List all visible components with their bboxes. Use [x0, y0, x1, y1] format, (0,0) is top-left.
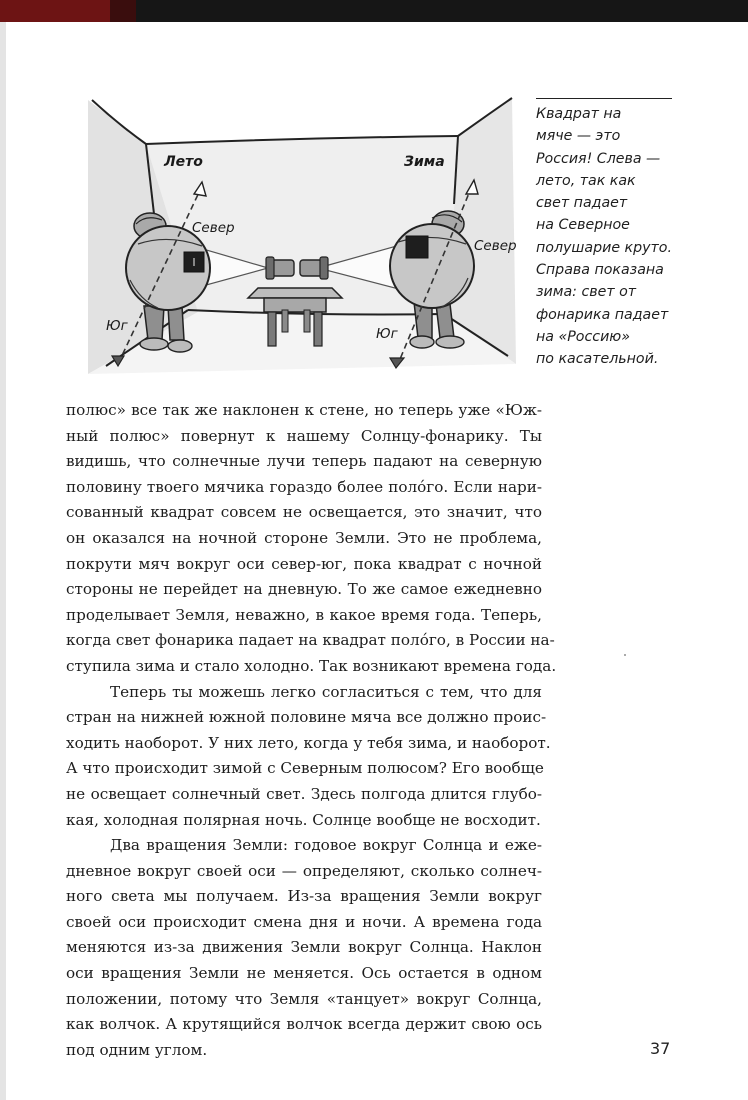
label-north-left: Север — [192, 220, 235, 236]
text-line: не освещает солнечный свет. Здесь полгода длится глубо- — [66, 784, 542, 803]
caption-line: мяче — это — [536, 128, 621, 145]
text-line: оси вращения Земли не меняется. Ось остается в одном — [66, 964, 542, 983]
caption-line: Справа показана — [536, 262, 664, 279]
seasons-illustration — [88, 94, 518, 380]
caption-line: фонарика падает — [536, 306, 669, 323]
label-south-right: Юг — [376, 326, 398, 342]
flashlight-left — [266, 257, 294, 279]
text-line: стороны не перейдет на дневную. То же самое ежедневно — [66, 580, 542, 599]
label-winter: Зима — [404, 154, 445, 170]
page-top-edge-dark-red — [110, 0, 136, 22]
text-line: ходить наоборот. У них лето, когда у тебя зима, и наоборот. — [66, 733, 551, 752]
text-line: стран на нижней южной половине мяча все должно проис- — [66, 708, 547, 727]
text-line: как волчок. А крутящийся волчок всегда держит свою ось — [66, 1015, 542, 1034]
page-top-edge — [0, 0, 748, 22]
caption-line: Россия! Слева — — [536, 150, 661, 167]
text-line: покрути мяч вокруг оси север-юг, пока квадрат с ночной — [66, 554, 542, 573]
paragraph-2 — [66, 680, 551, 834]
text-line: половину твоего мячика гораздо более поло́го. Если нари- — [66, 477, 542, 496]
caption-line: на Северное — [536, 217, 630, 234]
paragraph-3 — [66, 833, 542, 1063]
page-number: 37 — [650, 1039, 671, 1058]
text-line: Теперь ты можешь легко согласиться с тем, что для — [110, 682, 542, 701]
body-text — [66, 398, 557, 1063]
text-line: дневное вокруг своей оси — определяют, сколько солнеч- — [66, 861, 542, 880]
caption-line: по касательной. — [536, 351, 659, 368]
paragraph-1 — [66, 398, 557, 680]
text-line: своей оси происходит смена дня и ночи. А времена года — [66, 912, 542, 931]
page-left-edge — [0, 22, 6, 1100]
page-top-edge-red — [0, 0, 110, 22]
caption-line: свет падает — [536, 195, 628, 212]
text-line: А что происходит зимой с Северным полюсом? Его вообще — [66, 759, 544, 778]
caption-line: зима: свет от — [536, 284, 637, 301]
text-line: ный полюс» повернут к нашему Солнцу-фонарику. Ты — [66, 426, 542, 445]
caption-line: полушарие круто. — [536, 239, 672, 256]
text-line: положении, потому что Земля «танцует» вокруг Солнца, — [66, 989, 542, 1008]
caption-text — [536, 103, 676, 371]
text-line: полюс» все так же наклонен к стене, но теперь уже «Юж- — [66, 401, 542, 419]
text-line: кая, холодная полярная ночь. Солнце вообще не восходит. — [66, 810, 541, 829]
text-line: видишь, что солнечные лучи теперь падают на северную — [66, 452, 542, 471]
text-line: ступила зима и стало холодно. Так возникают времена года. — [66, 656, 557, 675]
paper-speck — [624, 654, 626, 656]
text-line: когда свет фонарика падает на квадрат поло́го, в России на- — [66, 631, 555, 650]
flashlight-right — [300, 257, 328, 279]
text-line: ного света мы получаем. Из-за вращения Земли вокруг — [66, 887, 542, 906]
caption-line: Квадрат на — [536, 106, 622, 122]
label-south-left: Юг — [106, 318, 128, 334]
text-line: сованный квадрат совсем не освещается, это значит, что — [66, 503, 542, 522]
figure-caption — [536, 98, 676, 371]
russia-square-winter — [406, 236, 428, 258]
illustration-canvas — [88, 94, 518, 380]
caption-line: лето, так как — [536, 172, 636, 189]
label-summer: Лето — [164, 154, 203, 170]
caption-rule — [536, 98, 672, 99]
text-line: под одним углом. — [66, 1040, 208, 1059]
text-line: меняются из-за движения Земли вокруг Солнца. Наклон — [66, 938, 542, 957]
text-line: Два вращения Земли: годовое вокруг Солнца и еже- — [110, 836, 542, 855]
caption-line: на «Россию» — [536, 328, 630, 345]
label-north-right: Север — [474, 238, 517, 254]
text-line: проделывает Земля, неважно, в какое время года. Теперь, — [66, 605, 542, 624]
text-line: он оказался на ночной стороне Земли. Это не проблема, — [66, 528, 542, 547]
